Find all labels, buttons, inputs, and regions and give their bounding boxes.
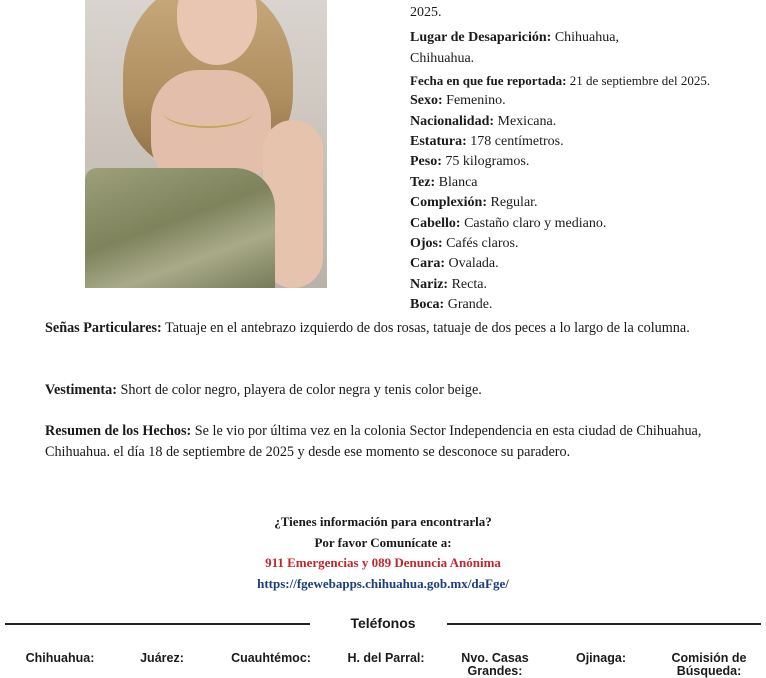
ojos-label: Ojos: <box>410 236 443 252</box>
nariz-label: Nariz: <box>410 276 449 292</box>
vestimenta <box>45 380 735 401</box>
cta-question: ¿Tienes información para encontrarla? <box>274 514 492 529</box>
cara-row <box>410 254 730 274</box>
cta-please: Por favor Comunícate a: <box>314 534 452 550</box>
city-juarez: Juárez: <box>140 651 184 665</box>
peso-label: Peso: <box>410 154 442 170</box>
peso-row <box>410 152 730 172</box>
resumen-label: Resumen de los Hechos: <box>45 423 192 439</box>
cabello-value: Castaño claro y mediano. <box>464 215 607 231</box>
boca-label: Boca: <box>410 297 445 313</box>
city-cuauhtemoc: Cuauhtémoc: <box>231 651 311 665</box>
sexo-label: Sexo: <box>410 93 443 109</box>
senas-value: Tatuaje en el antebrazo izquierdo de dos rosas, tatuaje de dos peces a lo largo de la columna. <box>165 320 690 336</box>
cabello-label: Cabello: <box>410 215 461 231</box>
nariz-value: Recta. <box>451 276 487 292</box>
ojos-row <box>410 234 730 254</box>
boca-row <box>410 295 730 315</box>
cabello-row <box>410 214 730 234</box>
personal-details <box>410 0 730 316</box>
emergency-numbers: 911 Emergencias y 089 Denuncia Anónima <box>265 555 501 570</box>
lugar-value: Chihuahua, Chihuahua. <box>410 30 619 66</box>
tez-row <box>410 173 730 193</box>
nariz-row <box>410 275 730 295</box>
phones-header <box>0 614 766 634</box>
city-ojinaga: Ojinaga: <box>575 651 626 665</box>
lugar-label: Lugar de Desaparición: <box>410 30 552 46</box>
fecha-label: Fecha en que fue reportada: <box>410 73 567 89</box>
nacionalidad-label: Nacionalidad: <box>410 113 495 129</box>
sexo-value: Femenino. <box>446 93 506 109</box>
fecha-row <box>410 72 720 89</box>
resumen-value: Se le vio por última vez en la colonia Sector Independencia en esta ciudad de Chihuahua, Chihuahua. el día 18 de septiembre de 2025 y desde ese momento se desconoce su paradero. <box>45 423 702 460</box>
vestimenta-value: Short de color negro, playera de color negra y tenis color beige. <box>120 382 482 398</box>
boca-value: Grande. <box>447 297 493 313</box>
complexion-row <box>410 193 730 213</box>
divider-right <box>447 623 761 625</box>
city-phone-list <box>0 651 766 678</box>
cara-label: Cara: <box>410 256 445 272</box>
senas-particulares <box>45 318 735 339</box>
estatura-value: 178 centímetros. <box>470 134 564 150</box>
lugar-row <box>410 28 670 69</box>
city-parral: H. del Parral: <box>347 651 425 665</box>
tez-label: Tez: <box>410 174 436 190</box>
vestimenta-label: Vestimenta: <box>45 382 117 398</box>
fecha-value: 21 de septiembre del 2025. <box>569 73 711 89</box>
resumen-hechos <box>45 421 735 463</box>
peso-value: 75 kilogramos. <box>445 154 530 170</box>
ojos-value: Cafés claros. <box>446 236 519 252</box>
nacionalidad-value: Mexicana. <box>497 113 557 129</box>
complexion-value: Regular. <box>490 195 538 211</box>
complexion-label: Complexión: <box>410 195 487 211</box>
sexo-row <box>410 91 730 111</box>
comision-busqueda: Comisión de Búsqueda: <box>671 651 747 678</box>
nacionalidad-row <box>410 112 730 132</box>
estatura-row <box>410 132 730 152</box>
cara-value: Ovalada. <box>448 256 499 272</box>
phones-title: Teléfonos <box>350 615 416 631</box>
city-chihuahua: Chihuahua: <box>25 651 95 665</box>
senas-label: Señas Particulares: <box>45 320 162 336</box>
date-partial: 2025. <box>410 5 442 20</box>
estatura-label: Estatura: <box>410 134 467 150</box>
missing-person-photo <box>85 0 327 288</box>
report-url-link[interactable]: https://fgewebapps.chihuahua.gob.mx/daFge/ <box>257 575 509 591</box>
city-nuevo-casas-grandes: Nvo. Casas Grandes: <box>461 651 529 678</box>
contact-call-to-action <box>0 512 766 594</box>
tez-value: Blanca <box>438 174 478 190</box>
